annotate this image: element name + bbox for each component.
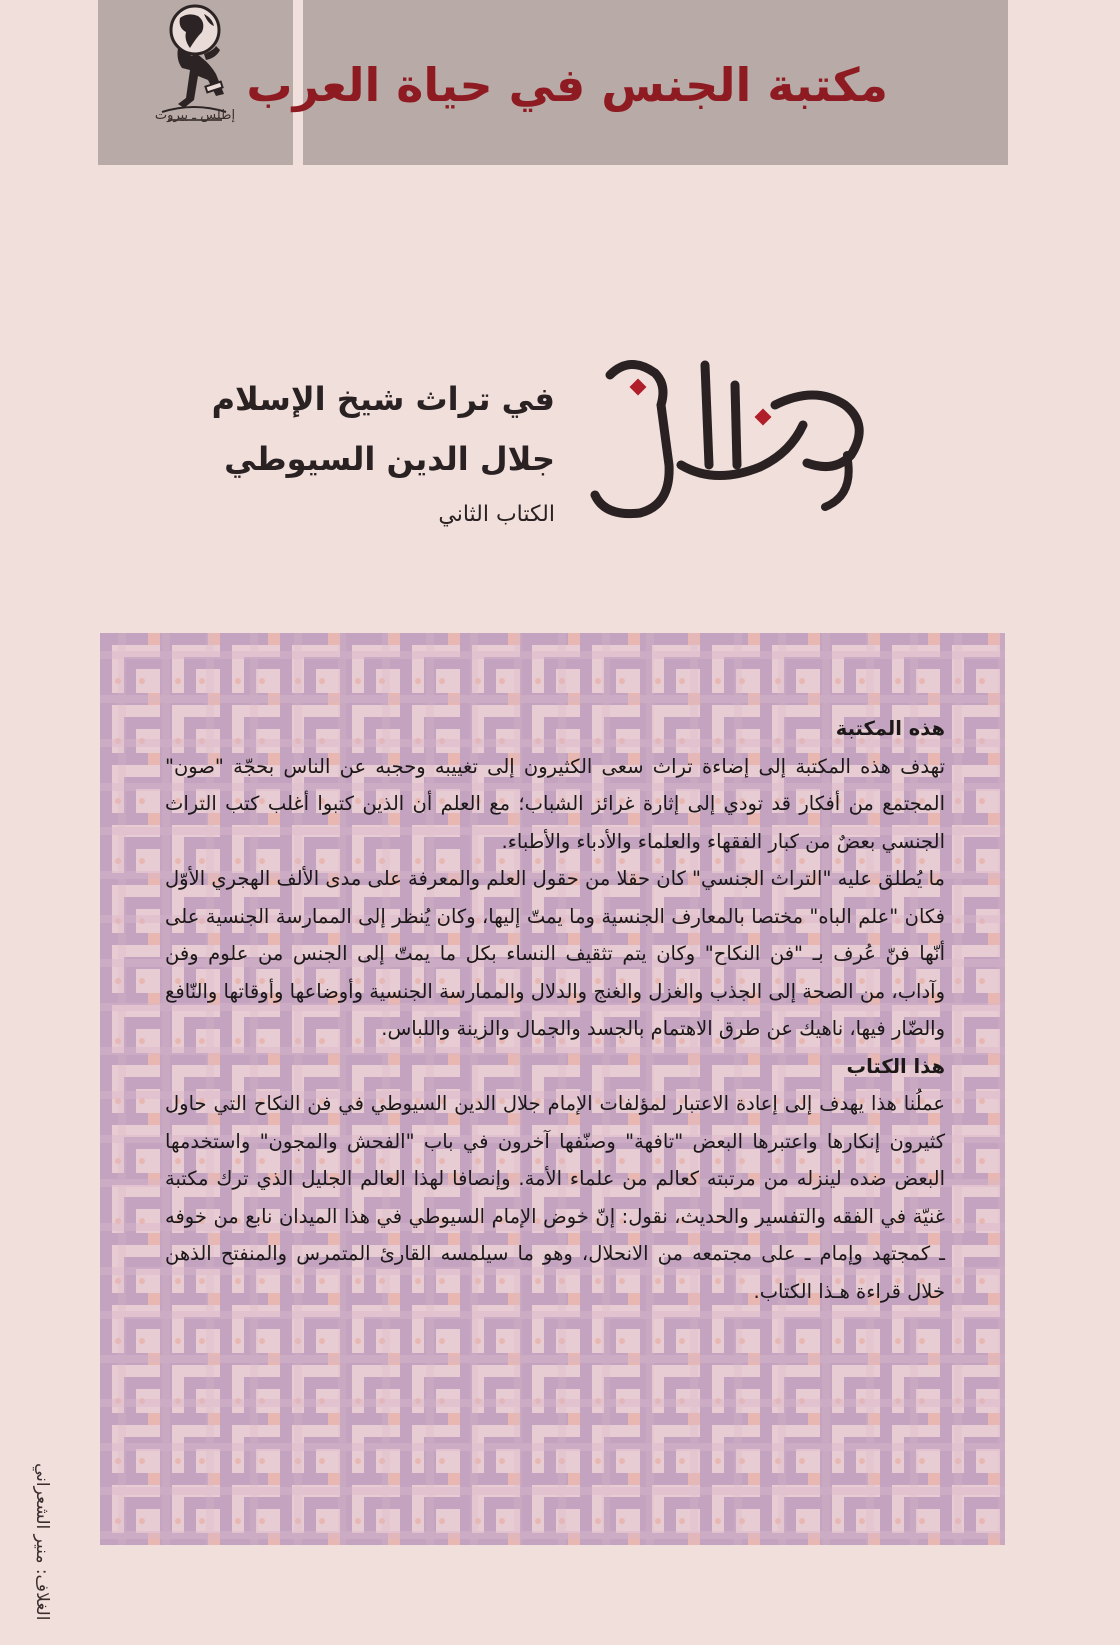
- publisher-name: إطلس ـ بيروت: [154, 108, 236, 123]
- subtitle-line-2: جلال الدين السيوطي: [224, 440, 555, 478]
- paragraph-library-1: تهدف هذه المكتبة إلى إضاءة تراث سعى الكثيرون إلى تغييبه وحجبه عن الناس بحجّة "صون" المجتمع من أفكار قد تودي إلى إثارة غرائز الشباب؛ مع العلم أن الذين كتبوا أغلب كتب التراث الجنسي بعضٌ من كبار الفقهاء والعلماء والأدباء والأطباء.: [165, 754, 945, 853]
- cover-designer-credit: الغلاف: منير الشعراني: [32, 1462, 52, 1620]
- paragraph-book-1: عملُنا هذا يهدف إلى إعادة الاعتبار لمؤلفات الإمام جلال الدين السيوطي في فن النكاح التي حاول كثيرون إنكارها واعتبرها البعض "تافهة" وصنّفها آخرون في باب "الفحش والمجون" واستخدمها البعض ضده لينزله من مرتبته كعالم من علماء الأمة. وإنصافا لهذا العالم الجليل الذي ترك مكتبة غنيّة في الفقه والتفسير والحديث، نقول: إنّ خوض الإمام السيوطي في هذا الميدان نابع من خوفه ـ كمجتهد وإمام ـ على مجتمعه من الانحلال، وهو ما سيلمسه القارئ المتمرس والمنفتح الذهن خلال قراءة هـذا الكتاب.: [165, 1092, 945, 1303]
- subtitle-line-1: في تراث شيخ الإسلام: [211, 380, 555, 418]
- series-title: مكتبة الجنس في حياة العرب: [246, 58, 888, 112]
- section-heading-book: هذا الكتاب: [846, 1054, 945, 1078]
- series-banner: [98, 0, 1008, 165]
- red-dot-1: [630, 379, 647, 396]
- subtitle-line-3: الكتاب الثاني: [438, 502, 555, 527]
- calligraphic-book-title: [585, 345, 885, 535]
- red-dot-2: [755, 409, 772, 426]
- back-cover-text: [165, 710, 945, 1310]
- paragraph-library-2: ما يُطلق عليه "التراث الجنسي" كان حقلا من حقول العلم والمعرفة على مدى الألف الهجري الأوّل فكان "علم الباه" مختصا بالمعارف الجنسية وما يمتّ إليها، وكان يُنظر إلى الممارسة الجنسية على أنّها فنّ عُرف بـ "فن النكاح" وكان يتم تثقيف النساء بكل ما يمتّ إلى الجنس من علوم وفن وآداب، من الصحة إلى الجذب والغزل والغنج والدلال والممارسة الجنسية وأوضاعها وأوقاتها والنّافع والضّار فيها، ناهيك عن طرق الاهتمام بالجسد والجمال والزينة واللباس.: [165, 867, 945, 1040]
- section-heading-library: هذه المكتبة: [835, 717, 945, 740]
